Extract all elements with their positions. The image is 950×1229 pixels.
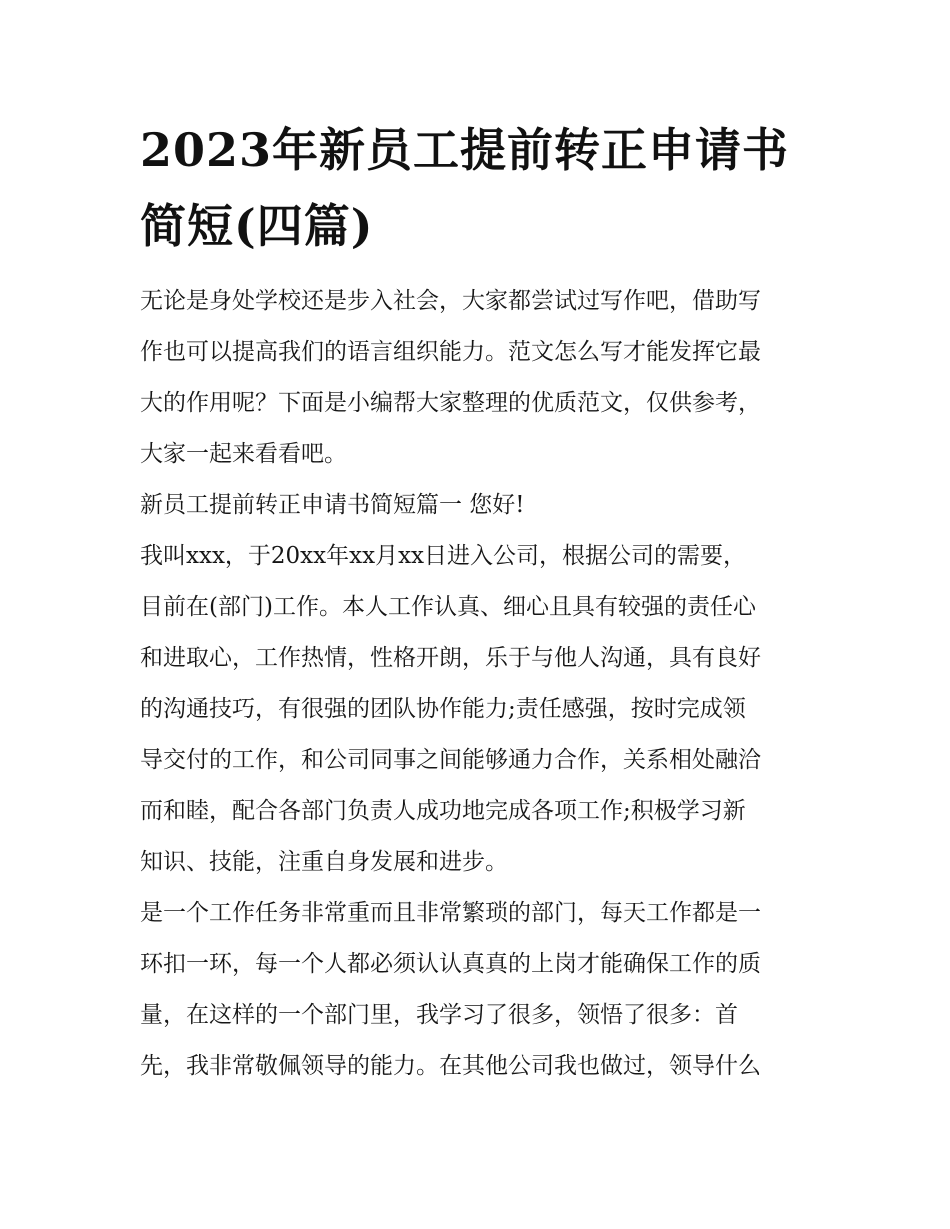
- body-line: 作也可以提高我们的语言组织能力。范文怎么写才能发挥它最: [140, 339, 761, 365]
- body-line: 量，在这样的一个部门里，我学习了很多，领悟了很多：首: [140, 1002, 738, 1028]
- title-line-1: 2023年新员工提前转正申请书: [140, 123, 790, 177]
- body-line: 大的作用呢？下面是小编帮大家整理的优质范文，仅供参考，: [140, 390, 761, 416]
- body-line: 环扣一环，每一个人都必须认认真真的上岗才能确保工作的质: [140, 951, 761, 977]
- body-line: 无论是身处学校还是步入社会，大家都尝试过写作吧，借助写: [140, 288, 761, 314]
- body-line: 知识、技能，注重自身发展和进步。: [140, 849, 508, 875]
- body-line: 大家一起来看看吧。: [140, 441, 347, 467]
- body-line: 目前在(部门)工作。本人工作认真、细心且具有较强的责任心: [140, 594, 756, 620]
- section-heading-line: 新员工提前转正申请书简短篇一 您好!: [140, 492, 525, 518]
- body-line: 和进取心，工作热情，性格开朗，乐于与他人沟通，具有良好: [140, 645, 761, 671]
- body-line: 是一个工作任务非常重而且非常繁琐的部门，每天工作都是一: [140, 900, 761, 926]
- document-body: [140, 276, 812, 1092]
- title-line-2: 简短(四篇): [140, 199, 374, 253]
- body-line: 先，我非常敬佩领导的能力。在其他公司我也做过，领导什么: [140, 1053, 761, 1079]
- body-line: 的沟通技巧，有很强的团队协作能力;责任感强，按时完成领: [140, 696, 746, 722]
- body-line: 而和睦，配合各部门负责人成功地完成各项工作;积极学习新: [140, 798, 746, 824]
- body-line: 导交付的工作，和公司同事之间能够通力合作，关系相处融洽: [140, 747, 761, 773]
- document-title: [140, 112, 820, 264]
- body-line: 我叫xxx，于20xx年xx月xx日进入公司，根据公司的需要，: [140, 543, 747, 569]
